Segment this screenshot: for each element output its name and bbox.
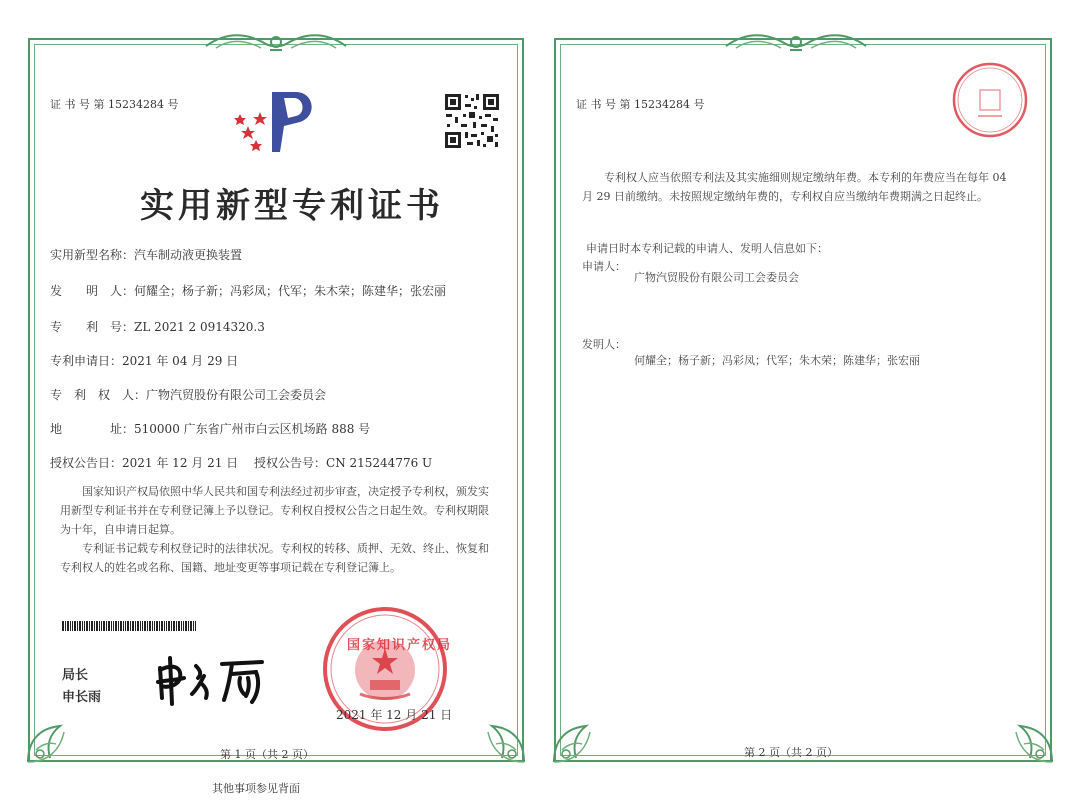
director-title: 局长	[62, 668, 89, 683]
grant-number: CN 215244776 U	[326, 456, 433, 470]
field-value: ZL 2021 2 0914320.3	[134, 320, 265, 334]
certificate-number: 证 书 号 第 15234284 号	[576, 98, 705, 111]
certificate-page-2	[546, 30, 1060, 770]
field-grant-number	[254, 454, 432, 471]
corner-ornament-icon	[462, 700, 532, 770]
field-value: 何耀全；杨子新；冯彩凤；代军；朱木荣；陈建华；张宏丽	[134, 284, 447, 298]
field-value: 510000 广东省广州市白云区机场路 888 号	[134, 422, 371, 436]
seal-date: 2021 年 12 月 21 日	[336, 708, 453, 722]
page-border-inner	[560, 44, 1046, 756]
field-patentee	[50, 386, 326, 403]
field-label: 专利申请日：	[50, 354, 123, 368]
field-label: 专 利 号：	[50, 320, 135, 334]
inventor-label: 发明人：	[582, 338, 626, 351]
page-number: 第 1 页（共 2 页）	[220, 748, 314, 761]
applicant-info-intro: 申请日时本专利记载的申请人、发明人信息如下：	[586, 242, 828, 255]
top-ornament-icon	[196, 30, 356, 56]
field-value: 汽车制动液更换装置	[134, 248, 243, 262]
field-label: 地 址：	[50, 422, 135, 436]
seal-text: 国家知识产权局	[347, 638, 453, 653]
page-number: 第 2 页（共 2 页）	[744, 746, 838, 759]
certificate-page-1	[20, 30, 532, 770]
director-name: 申长雨	[62, 690, 102, 705]
corner-ornament-icon	[20, 700, 90, 770]
director-signature	[152, 648, 282, 708]
top-ornament-icon	[716, 30, 876, 56]
field-value: 2021 年 04 月 29 日	[122, 354, 239, 368]
field-label: 发 明 人：	[50, 284, 135, 298]
field-utility-model-name	[50, 246, 242, 263]
applicant-label: 申请人：	[582, 260, 626, 273]
corner-ornament-icon	[990, 700, 1060, 770]
field-inventors	[50, 282, 446, 299]
back-notice: 其他事项参见背面	[212, 782, 300, 795]
field-address	[50, 420, 370, 437]
field-application-date	[50, 352, 238, 369]
barcode	[62, 621, 210, 631]
field-label: 实用新型名称：	[50, 248, 135, 262]
legal-status-statement: 专利证书记载专利权登记时的法律状况。专利权的转移、质押、无效、终止、恢复和专利权人的姓名或名称、国籍、地址变更等事项记载在专利登记簿上。	[60, 542, 489, 574]
patent-office-logo-icon	[234, 86, 320, 156]
field-grant-announcement	[50, 454, 238, 471]
grant-date-label: 授权公告日：	[50, 456, 123, 470]
field-label: 专 利 权 人：	[50, 388, 147, 402]
grant-statement: 国家知识产权局依照中华人民共和国专利法经过初步审查，决定授予专利权，颁发实用新型专利证书并在专利登记簿上予以登记。专利权自授权公告之日起生效。专利权期限为十年，自申请日起算。	[60, 485, 489, 536]
document-title: 实用新型专利证书	[140, 186, 444, 226]
field-value: 广物汽贸股份有限公司工会委员会	[146, 388, 327, 402]
grant-date: 2021 年 12 月 21 日	[122, 456, 239, 470]
corner-ornament-icon	[546, 700, 616, 770]
grant-number-label: 授权公告号：	[254, 456, 327, 470]
inventor-names: 何耀全；杨子新；冯彩凤；代军；朱木荣；陈建华；张宏丽	[634, 354, 920, 367]
applicant-name: 广物汽贸股份有限公司工会委员会	[634, 271, 799, 284]
qr-code	[443, 92, 501, 150]
certificate-number: 证 书 号 第 15234284 号	[50, 98, 179, 111]
annual-fee-notice: 专利权人应当依照专利法及其实施细则规定缴纳年费。本专利的年费应当在每年 04 月 29 日前缴纳。未按照规定缴纳年费的，专利权自应当缴纳年费期满之日起终止。	[582, 171, 1007, 203]
field-patent-number	[50, 318, 265, 335]
registration-seal	[950, 60, 1030, 140]
